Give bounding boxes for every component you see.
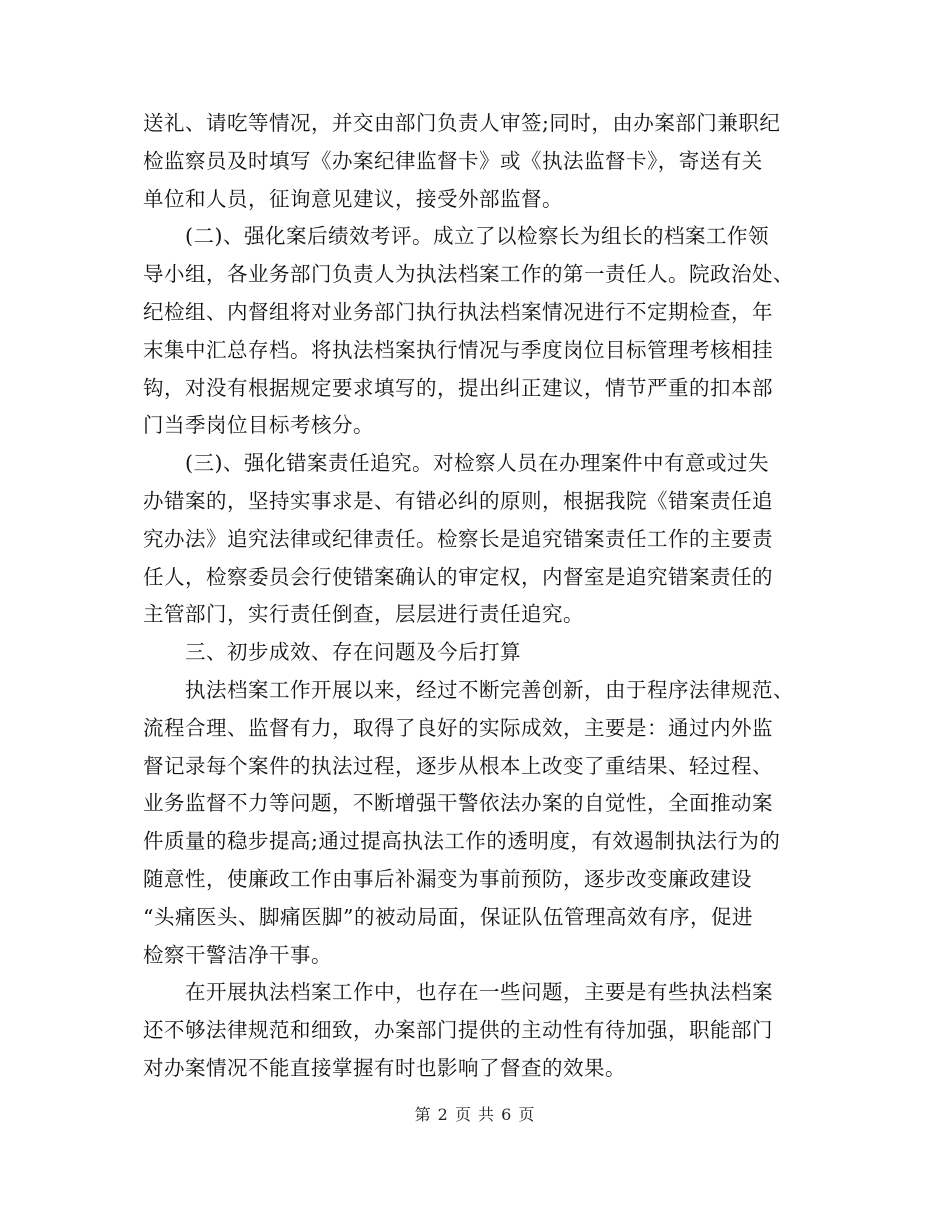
text-line: 流程合理、监督有力，取得了良好的实际成效，主要是：通过内外监	[143, 715, 773, 740]
text-line: 件质量的稳步提高;通过提高执法工作的透明度，有效遏制执法行为的	[143, 829, 781, 854]
text-line: 门当季岗位目标考核分。	[143, 413, 374, 438]
text-line: 主管部门，实行责任倒查，层层进行责任追究。	[143, 602, 584, 627]
text-line: 送礼、请吃等情况，并交由部门负责人审签;同时，由办案部门兼职纪	[143, 111, 781, 135]
text-line: 业务监督不力等问题，不断增强干警依法办案的自觉性，全面推动案	[143, 791, 773, 816]
text-line: (二)、强化案后绩效考评。成立了以检察长为组长的档案工作领	[143, 224, 769, 249]
document-body	[143, 105, 813, 1088]
text-line: “头痛医头、脚痛医脚”的被动局面，保证队伍管理高效有序，促进	[143, 904, 753, 929]
text-line: 钩，对没有根据规定要求填写的，提出纠正建议，情节严重的扣本部	[143, 375, 773, 400]
text-line: (三)、强化错案责任追究。对检察人员在办理案件中有意或过失	[143, 451, 769, 476]
text-line: 任人，检察委员会行使错案确认的审定权，内督室是追究错案责任的	[143, 564, 773, 589]
text-line: 随意性，使廉政工作由事后补漏变为事前预防，逐步改变廉政建设	[143, 866, 752, 891]
text-line: 对办案情况不能直接掌握有时也影响了督查的效果。	[143, 1055, 626, 1080]
text-line: 在开展执法档案工作中，也存在一些问题，主要是有些执法档案	[143, 980, 773, 1005]
page-number-footer: 第 2 页 共 6 页	[414, 1105, 536, 1124]
text-line: 检察干警洁净干事。	[143, 942, 332, 967]
text-line: 执法档案工作开展以来，经过不断完善创新，由于程序法律规范、	[143, 677, 794, 702]
text-line: 督记录每个案件的执法过程，逐步从根本上改变了重结果、轻过程、	[143, 753, 773, 778]
text-line: 导小组，各业务部门负责人为执法档案工作的第一责任人。院政治处、	[143, 262, 794, 287]
text-line: 检监察员及时填写《办案纪律监督卡》或《执法监督卡》，寄送有关	[143, 148, 763, 173]
text-line: 末集中汇总存档。将执法档案执行情况与季度岗位目标管理考核相挂	[143, 337, 773, 362]
text-line: 单位和人员，征询意见建议，接受外部监督。	[143, 186, 563, 211]
text-line: 究办法》追究法律或纪律责任。检察长是追究错案责任工作的主要责	[143, 526, 773, 551]
text-line: 纪检组、内督组将对业务部门执行执法档案情况进行不定期检查，年	[143, 299, 773, 324]
text-line: 办错案的，坚持实事求是、有错必纠的原则，根据我院《错案责任追	[143, 488, 773, 513]
text-line: 还不够法律规范和细致，办案部门提供的主动性有待加强，职能部门	[143, 1018, 773, 1043]
section-heading: 三、初步成效、存在问题及今后打算	[143, 640, 521, 665]
